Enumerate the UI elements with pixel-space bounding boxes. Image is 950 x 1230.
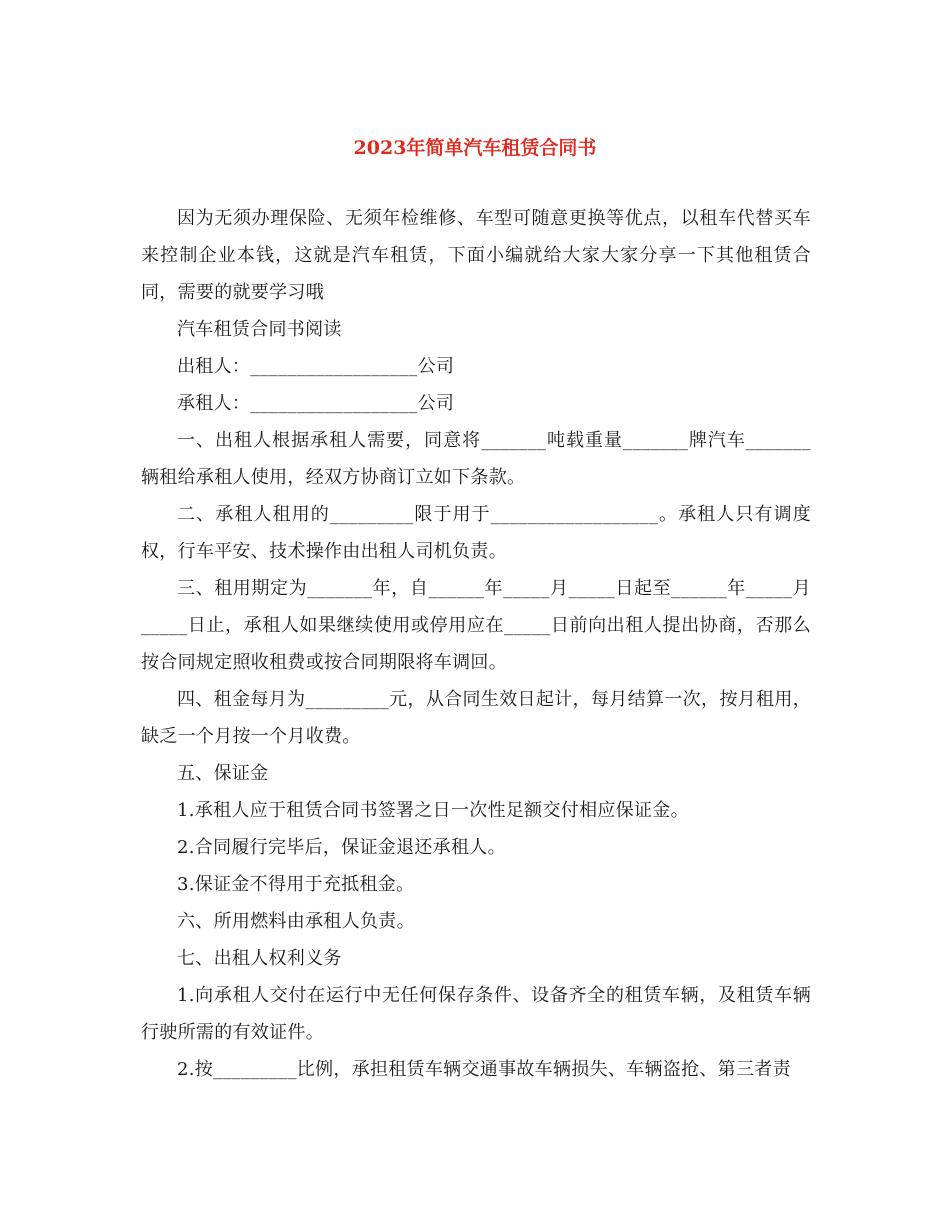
clause-7-heading: 七、出租人权利义务 xyxy=(177,948,342,969)
clause-6: 六、所用燃料由承租人负责。 xyxy=(177,911,415,932)
document-body xyxy=(141,200,811,1088)
lessor-line: 出租人：__________________公司 xyxy=(177,356,455,377)
section-heading: 汽车租赁合同书阅读 xyxy=(177,319,342,340)
clause-5-item-2: 2.合同履行完毕后，保证金退还承租人。 xyxy=(177,837,506,858)
intro-paragraph: 因为无须办理保险、无须年检维修、车型可随意更换等优点，以租车代替买车来控制企业本钱，这就是汽车租赁，下面小编就给大家大家分享一下其他租赁合同，需要的就要学习哦 xyxy=(141,208,811,303)
clause-5-item-3: 3.保证金不得用于充抵租金。 xyxy=(177,874,415,895)
clause-4: 四、租金每月为_________元，从合同生效日起计，每月结算一次，按月租用，缺乏一个月按一个月收费。 xyxy=(141,689,811,747)
clause-5-item-1: 1.承租人应于租赁合同书签署之日一次性足额交付相应保证金。 xyxy=(177,800,689,821)
clause-7-item-2: 2.按_________比例，承担租赁车辆交通事故车辆损失、车辆盗抢、第三者责 xyxy=(177,1059,791,1080)
document-title: 2023年简单汽车租赁合同书 xyxy=(353,137,597,159)
clause-2: 二、承租人租用的_________限于用于__________________。承租人只有调度权，行车平安、技术操作由出租人司机负责。 xyxy=(141,504,811,562)
clause-7-item-1: 1.向承租人交付在运行中无任何保存条件、设备齐全的租赁车辆，及租赁车辆行驶所需的有效证件。 xyxy=(141,985,811,1043)
lessee-line: 承租人：__________________公司 xyxy=(177,393,455,414)
clause-5-heading: 五、保证金 xyxy=(177,763,269,784)
clause-3: 三、租用期定为_______年，自______年_____月_____日起至______年_____月_____日止，承租人如果继续使用或停用应在_____日前向出租人提出协商，否那么按合同规定照收租费或按合同期限将车调回。 xyxy=(141,578,811,673)
clause-1: 一、出租人根据承租人需要，同意将_______吨载重量_______牌汽车_______辆租给承租人使用，经双方协商订立如下条款。 xyxy=(141,430,811,488)
